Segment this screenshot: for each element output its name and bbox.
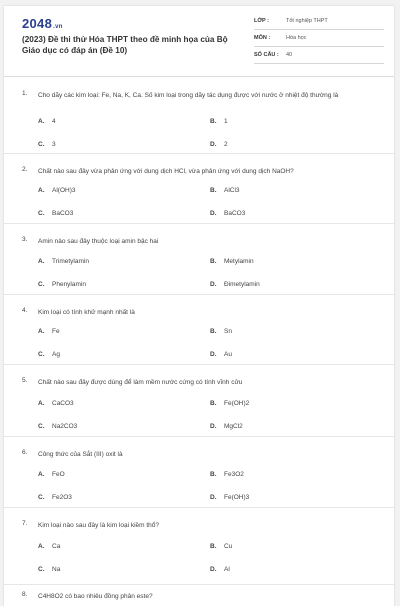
option-text: Cu bbox=[224, 543, 233, 550]
site-logo[interactable] bbox=[22, 16, 63, 31]
meta-row-class bbox=[254, 16, 384, 30]
option-a[interactable] bbox=[38, 258, 89, 265]
option-b[interactable] bbox=[210, 328, 232, 335]
option-letter: A. bbox=[38, 543, 45, 550]
option-letter: C. bbox=[38, 281, 45, 288]
option-letter: A. bbox=[38, 471, 45, 478]
option-text: 4 bbox=[52, 118, 56, 125]
option-c[interactable] bbox=[38, 423, 77, 430]
option-text: Fe(OH)2 bbox=[224, 400, 250, 407]
option-b[interactable] bbox=[210, 400, 249, 407]
meta-label: SỐ CÂU : bbox=[254, 52, 279, 58]
option-b[interactable] bbox=[210, 118, 228, 125]
option-b[interactable] bbox=[210, 471, 244, 478]
option-text: Metylamin bbox=[224, 258, 254, 265]
option-c[interactable] bbox=[38, 210, 73, 217]
option-c[interactable] bbox=[38, 281, 86, 288]
option-text: FeO bbox=[52, 471, 65, 478]
option-text: 2 bbox=[224, 141, 228, 148]
exam-title: (2023) Đề thi thử Hóa THPT theo đề minh họa của Bộ Giáo dục có đáp án (Đề 10) bbox=[22, 35, 228, 55]
option-a[interactable] bbox=[38, 328, 60, 335]
meta-value: Tốt nghiệp THPT bbox=[286, 18, 328, 24]
exam-header bbox=[4, 6, 394, 74]
question-number: 5. bbox=[22, 377, 28, 384]
option-d[interactable] bbox=[210, 566, 230, 573]
meta-label: MÔN : bbox=[254, 35, 271, 41]
option-letter: B. bbox=[210, 187, 217, 194]
question-block bbox=[4, 295, 394, 365]
option-d[interactable] bbox=[210, 210, 245, 217]
option-text: Fe bbox=[52, 328, 60, 335]
exam-page bbox=[4, 6, 394, 606]
option-d[interactable] bbox=[210, 423, 243, 430]
question-text: Kim loại nào sau đây là kim loại kiềm thổ? bbox=[38, 522, 160, 529]
option-letter: A. bbox=[38, 400, 45, 407]
option-letter: B. bbox=[210, 258, 217, 265]
option-a[interactable] bbox=[38, 543, 60, 550]
option-text: Ca bbox=[52, 543, 61, 550]
option-text: Sn bbox=[224, 328, 232, 335]
option-letter: C. bbox=[38, 494, 45, 501]
option-d[interactable] bbox=[210, 281, 260, 288]
question-block bbox=[4, 585, 394, 605]
option-letter: C. bbox=[38, 566, 45, 573]
question-text: Kim loại có tính khử mạnh nhất là bbox=[38, 309, 135, 316]
option-b[interactable] bbox=[210, 543, 232, 550]
option-text: Đimetylamin bbox=[224, 281, 260, 288]
option-a[interactable] bbox=[38, 400, 74, 407]
question-text: Công thức của Sắt (III) oxit là bbox=[38, 451, 123, 458]
option-text: BaCO3 bbox=[52, 210, 74, 217]
option-letter: C. bbox=[38, 423, 45, 430]
option-letter: B. bbox=[210, 400, 217, 407]
question-number: 7. bbox=[22, 520, 28, 527]
question-block bbox=[4, 365, 394, 437]
option-text: Fe(OH)3 bbox=[224, 494, 250, 501]
option-letter: B. bbox=[210, 118, 217, 125]
option-a[interactable] bbox=[38, 471, 65, 478]
option-text: Al bbox=[224, 566, 230, 573]
option-a[interactable] bbox=[38, 187, 75, 194]
meta-value: Hóa học bbox=[286, 35, 307, 41]
option-text: MgCl2 bbox=[224, 423, 243, 430]
option-letter: A. bbox=[38, 258, 45, 265]
option-letter: D. bbox=[210, 281, 217, 288]
question-block bbox=[4, 154, 394, 224]
option-letter: D. bbox=[210, 210, 217, 217]
meta-row-count bbox=[254, 50, 384, 64]
option-text: Fe2O3 bbox=[52, 494, 72, 501]
option-c[interactable] bbox=[38, 566, 60, 573]
logo-text: 2048 bbox=[22, 16, 53, 31]
question-text: Cho dãy các kim loại: Fe, Na, K, Ca. Số kim loại trong dãy tác dụng được với nước ở nhiệt độ thường là bbox=[38, 92, 339, 99]
meta-row-subject bbox=[254, 33, 384, 47]
question-text: Chất nào sau đây được dùng để làm mềm nước cứng có tính vĩnh cửu bbox=[38, 379, 243, 386]
meta-value: 40 bbox=[286, 52, 293, 58]
question-block bbox=[4, 224, 394, 295]
option-letter: D. bbox=[210, 423, 217, 430]
question-block bbox=[4, 437, 394, 508]
question-text: Amin nào sau đây thuộc loại amin bậc hai bbox=[38, 238, 159, 245]
question-text: Chất nào sau đây vừa phản ứng với dung dịch HCl, vừa phản ứng với dung dịch NaOH? bbox=[38, 168, 294, 175]
option-letter: B. bbox=[210, 543, 217, 550]
option-text: Trimetylamin bbox=[52, 258, 89, 265]
option-d[interactable] bbox=[210, 141, 228, 148]
option-letter: B. bbox=[210, 328, 217, 335]
question-number: 1. bbox=[22, 90, 28, 97]
option-letter: A. bbox=[38, 118, 45, 125]
question-number: 6. bbox=[22, 449, 28, 456]
header-divider bbox=[4, 76, 394, 77]
question-number: 8. bbox=[22, 591, 28, 598]
option-letter: B. bbox=[210, 471, 217, 478]
option-text: Au bbox=[224, 351, 232, 358]
option-text: AlCl3 bbox=[224, 187, 240, 194]
option-text: BaCO3 bbox=[224, 210, 246, 217]
option-letter: D. bbox=[210, 494, 217, 501]
option-c[interactable] bbox=[38, 494, 72, 501]
question-block bbox=[4, 78, 394, 154]
option-text: CaCO3 bbox=[52, 400, 74, 407]
option-letter: D. bbox=[210, 566, 217, 573]
question-number: 3. bbox=[22, 236, 28, 243]
option-letter: C. bbox=[38, 351, 45, 358]
option-d[interactable] bbox=[210, 494, 249, 501]
option-text: Na bbox=[52, 566, 61, 573]
option-letter: C. bbox=[38, 141, 45, 148]
option-text: Ag bbox=[52, 351, 60, 358]
option-b[interactable] bbox=[210, 187, 240, 194]
option-letter: A. bbox=[38, 328, 45, 335]
option-letter: D. bbox=[210, 351, 217, 358]
option-c[interactable] bbox=[38, 351, 60, 358]
question-block bbox=[4, 508, 394, 585]
logo-suffix: .vn bbox=[53, 24, 63, 30]
option-b[interactable] bbox=[210, 258, 254, 265]
option-c[interactable] bbox=[38, 141, 56, 148]
option-d[interactable] bbox=[210, 351, 232, 358]
meta-label: LỚP : bbox=[254, 18, 269, 24]
option-text: Al(OH)3 bbox=[52, 187, 76, 194]
option-text: 1 bbox=[224, 118, 228, 125]
option-text: 3 bbox=[52, 141, 56, 148]
option-text: Phenylamin bbox=[52, 281, 86, 288]
option-text: Na2CO3 bbox=[52, 423, 78, 430]
option-letter: A. bbox=[38, 187, 45, 194]
option-a[interactable] bbox=[38, 118, 56, 125]
question-number: 2. bbox=[22, 166, 28, 173]
option-letter: C. bbox=[38, 210, 45, 217]
exam-meta bbox=[254, 16, 384, 67]
question-number: 4. bbox=[22, 307, 28, 314]
question-text: C4H8O2 có bao nhiêu đồng phân este? bbox=[38, 593, 153, 600]
option-letter: D. bbox=[210, 141, 217, 148]
option-text: Fe3O2 bbox=[224, 471, 244, 478]
